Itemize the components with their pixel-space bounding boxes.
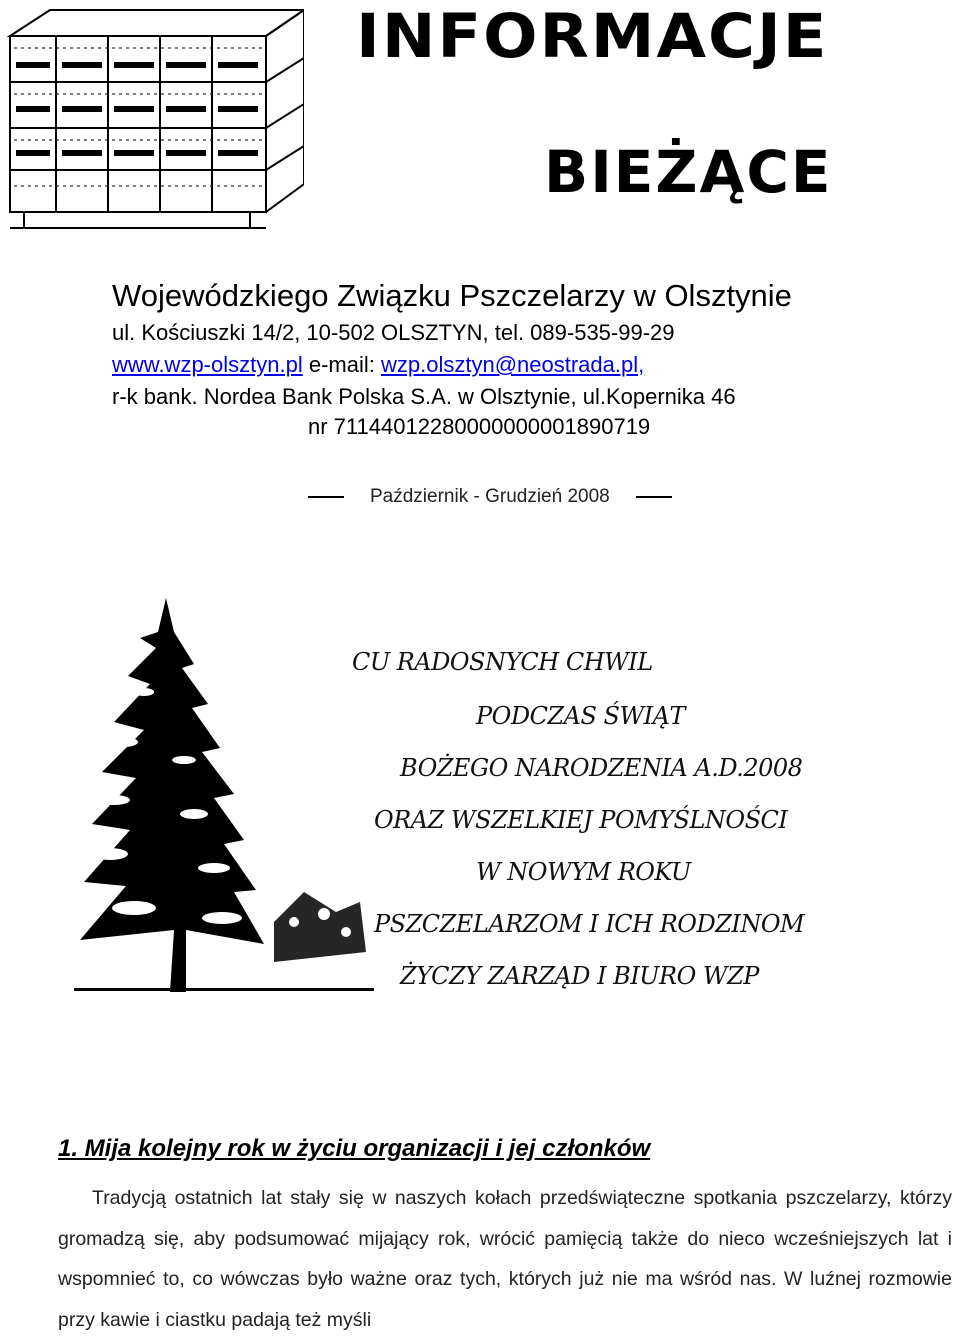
divider	[636, 496, 672, 498]
email-label: e-mail:	[308, 352, 375, 377]
greeting-line: ORAZ WSZELKIEJ POMYŚLNOŚCI	[374, 806, 788, 834]
greeting-line: PSZCZELARZOM I ICH RODZINOM	[374, 910, 805, 938]
organization-name: Wojewódzkiego Związku Pszczelarzy w Olsztynie	[112, 278, 792, 313]
greeting-line: CU RADOSNYCH CHWIL	[352, 648, 653, 676]
article-text: Tradycją ostatnich lat stały się w naszych kołach przedświąteczne spotkania pszczelarzy, którzy gromadzą się, aby podsumować mijający rok, wrócić pamięcią także do nieco wcześniejszych lat i wspomnieć to, co wówczas było ważne oraz tych, których już nie ma wśród nas. W luźnej rozmowie przy kawie i ciastku padają też myśli	[58, 1187, 952, 1331]
greeting-line: BOŻEGO NARODZENIA A.D.2008	[400, 754, 803, 782]
masthead-title-line1: INFORMACJE	[356, 2, 829, 73]
masthead-title-line2: BIEŻĄCE	[544, 138, 833, 206]
website-link[interactable]: www.wzp-olsztyn.pl	[112, 352, 303, 377]
bank-line: r-k bank. Nordea Bank Polska S.A. w Olsztynie, ul.Kopernika 46	[112, 384, 736, 409]
contact-line	[112, 352, 932, 378]
greeting-line: W NOWYM ROKU	[476, 858, 691, 886]
article-heading: 1. Mija kolejny rok w życiu organizacji i jej członków	[58, 1135, 651, 1162]
period-label: Październik - Grudzień 2008	[370, 486, 610, 507]
greeting-line: PODCZAS ŚWIĄT	[476, 702, 685, 730]
account-number: nr 71144012280000000001890719	[308, 414, 651, 439]
beehive-icon	[4, 2, 304, 234]
christmas-tree-icon	[74, 592, 374, 1012]
divider	[308, 496, 344, 498]
email-link[interactable]: wzp.olsztyn@neostrada.pl,	[380, 352, 645, 377]
article-body	[58, 1178, 952, 1340]
greeting-line: ŻYCZY ZARZĄD I BIURO WZP	[400, 962, 759, 990]
period-banner	[308, 484, 748, 510]
address-line: ul. Kościuszki 14/2, 10-502 OLSZTYN, tel. 089-535-99-29	[112, 320, 675, 345]
